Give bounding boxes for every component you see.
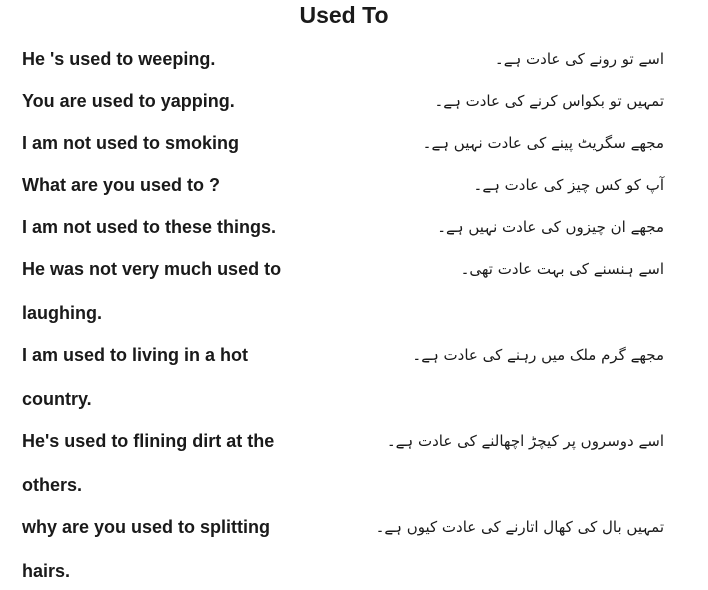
urdu-translation-6: اسے ہنسنے کی بہت عادت تھی۔ (460, 260, 664, 278)
english-sentence-9: why are you used to splitting (22, 517, 271, 537)
english-sentence-8-continued: others. (22, 475, 83, 495)
english-sentence-6-continued: laughing. (22, 303, 102, 323)
urdu-translation-2: تمہیں تو بکواس کرنے کی عادت ہے۔ (434, 92, 664, 110)
urdu-translation-8: اسے دوسروں پر کیچڑ اچھالنے کی عادت ہے۔ (386, 432, 664, 450)
page-title: Used To (299, 2, 389, 28)
english-sentence-3: I am not used to smoking (22, 133, 240, 153)
english-sentence-7-continued: country. (22, 389, 92, 409)
urdu-translation-4: آپ کو کس چیز کی عادت ہے۔ (473, 176, 664, 194)
english-sentence-1: He 's used to weeping. (22, 49, 216, 69)
urdu-translation-7: مجھے گرم ملک میں رہنے کی عادت ہے۔ (412, 346, 664, 364)
urdu-translation-1: اسے تو رونے کی عادت ہے۔ (494, 50, 664, 68)
english-sentence-9-continued: hairs. (22, 561, 71, 581)
english-sentence-6: He was not very much used to (22, 259, 282, 279)
english-sentence-5: I am not used to these things. (22, 217, 277, 237)
urdu-translation-3: مجھے سگریٹ پینے کی عادت نہیں ہے۔ (422, 134, 664, 152)
english-sentence-7: I am used to living in a hot (22, 345, 249, 365)
english-sentence-2: You are used to yapping. (22, 91, 235, 111)
urdu-translation-5: مجھے ان چیزوں کی عادت نہیں ہے۔ (437, 218, 664, 236)
english-sentence-8: He's used to flining dirt at the (22, 431, 275, 451)
urdu-translation-9: تمہیں بال کی کھال اتارنے کی عادت کیوں ہے۔ (375, 518, 664, 536)
english-sentence-4: What are you used to ? (22, 175, 221, 195)
